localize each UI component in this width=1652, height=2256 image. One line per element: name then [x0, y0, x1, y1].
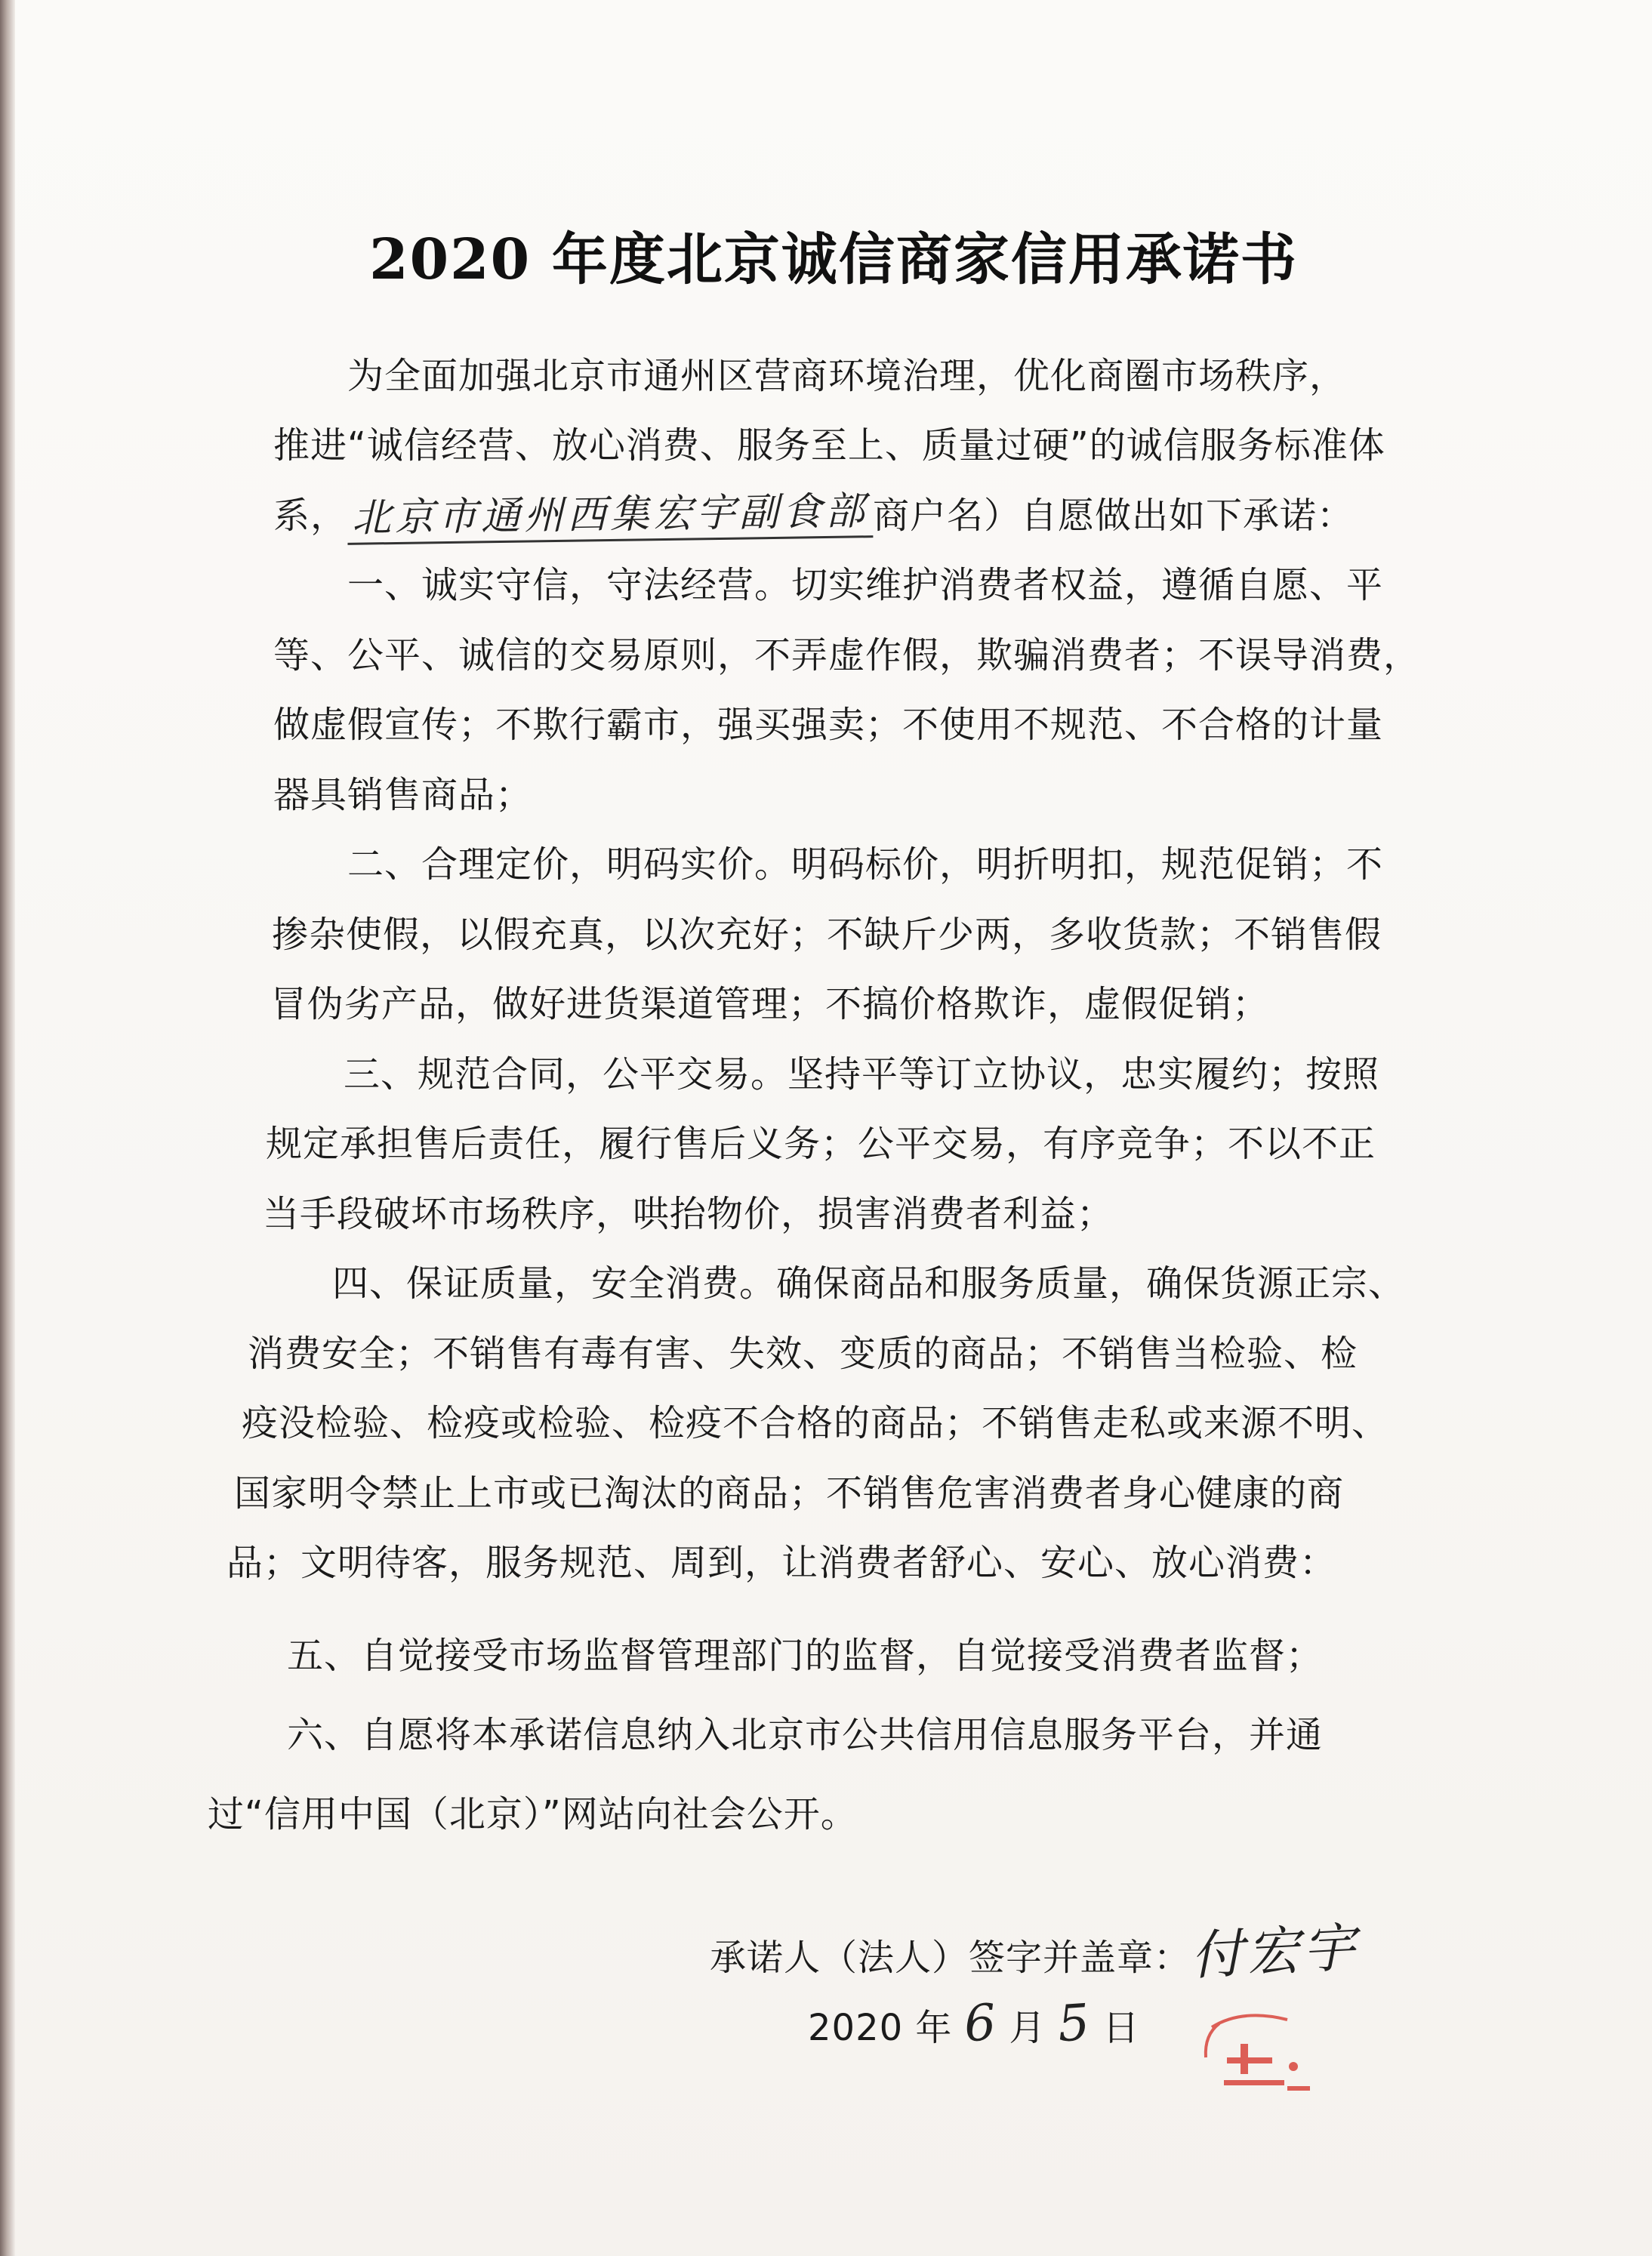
intro-line-3-suffix: 商户名）自愿做出如下承诺：	[873, 495, 1355, 537]
intro-line-1: 为全面加强北京市通州区营商环境治理，优化商圈市场秩序，	[347, 355, 1347, 397]
clause-2-line-1: 二、合理定价，明码实价。明码标价，明折明扣，规范促销；不	[347, 843, 1384, 886]
document-page	[15, 0, 1652, 2256]
clause-6-line-1: 六、自愿将本承诺信息纳入北京市公共信用信息服务平台，并通	[287, 1714, 1324, 1756]
clause-1-line-3: 做虚假宣传；不欺行霸市，强买强卖；不使用不规范、不合格的计量	[273, 704, 1384, 746]
clause-2-line-3: 冒伪劣产品，做好进货渠道管理；不搞价格欺诈，虚假促销；	[270, 983, 1270, 1025]
clause-3-line-2: 规定承担售后责任，履行售后义务；公平交易，有序竞争；不以不正	[266, 1123, 1376, 1165]
date-month-handwritten: 6	[962, 1992, 1000, 2054]
clause-1-line-4: 器具销售商品；	[273, 774, 533, 816]
intro-line-3-prefix: 系，	[273, 495, 348, 537]
clause-4-line-1: 四、保证质量，安全消费。确保商品和服务质量，确保货源正宗、	[332, 1262, 1406, 1305]
signature-line	[710, 1916, 1361, 1987]
merchant-name-handwritten: 北京市通州西集宏宇副食部	[347, 488, 874, 545]
clause-6-line-2: 过“信用中国（北京）”网站向社会公开。	[208, 1793, 858, 1835]
clause-4-line-5: 品；文明待客，服务规范、周到，让消费者舒心、安心、放心消费：	[227, 1542, 1337, 1584]
document-title: 2020 年度北京诚信商家信用承诺书	[369, 227, 1298, 292]
clause-4-line-4: 国家明令禁止上市或已淘汰的商品；不销售危害消费者身心健康的商	[234, 1472, 1345, 1515]
date-day-unit: 日	[1102, 2007, 1140, 2049]
date-month-unit: 月	[1009, 2007, 1046, 2049]
date-line	[808, 1992, 1140, 2054]
clause-5-line-1: 五、自觉接受市场监督管理部门的监督，自觉接受消费者监督；	[287, 1635, 1324, 1677]
clause-1-line-1: 一、诚实守信，守法经营。切实维护消费者权益，遵循自愿、平	[347, 564, 1384, 606]
clause-4-line-3: 疫没检验、检疫或检验、检疫不合格的商品；不销售走私或来源不明、	[242, 1402, 1389, 1444]
date-day-handwritten: 5	[1056, 1992, 1093, 2054]
clause-3-line-3: 当手段破坏市场秩序，哄抬物价，损害消费者利益；	[263, 1193, 1114, 1235]
signature-label: 承诺人（法人）签字并盖章：	[710, 1937, 1191, 1979]
red-seal-stamp	[1197, 2005, 1325, 2110]
clause-3-line-1: 三、规范合同，公平交易。坚持平等订立协议，忠实履约；按照	[344, 1053, 1380, 1096]
intro-line-2: 推进“诚信经营、放心消费、服务至上、质量过硬”的诚信服务标准体	[273, 424, 1385, 467]
clause-4-line-2: 消费安全；不销售有毒有害、失效、变质的商品；不销售当检验、检	[248, 1333, 1358, 1375]
clause-2-line-2: 掺杂使假，以假充真，以次充好；不缺斤少两，多收货款；不销售假	[272, 914, 1382, 956]
clause-1-line-2: 等、公平、诚信的交易原则，不弄虚作假，欺骗消费者；不误导消费，	[273, 634, 1421, 676]
signature-handwritten: 付宏宇	[1189, 1916, 1361, 1987]
intro-line-3	[273, 488, 1355, 541]
paper-edge-shadow	[0, 0, 15, 2256]
date-year: 2020 年	[808, 2007, 953, 2049]
